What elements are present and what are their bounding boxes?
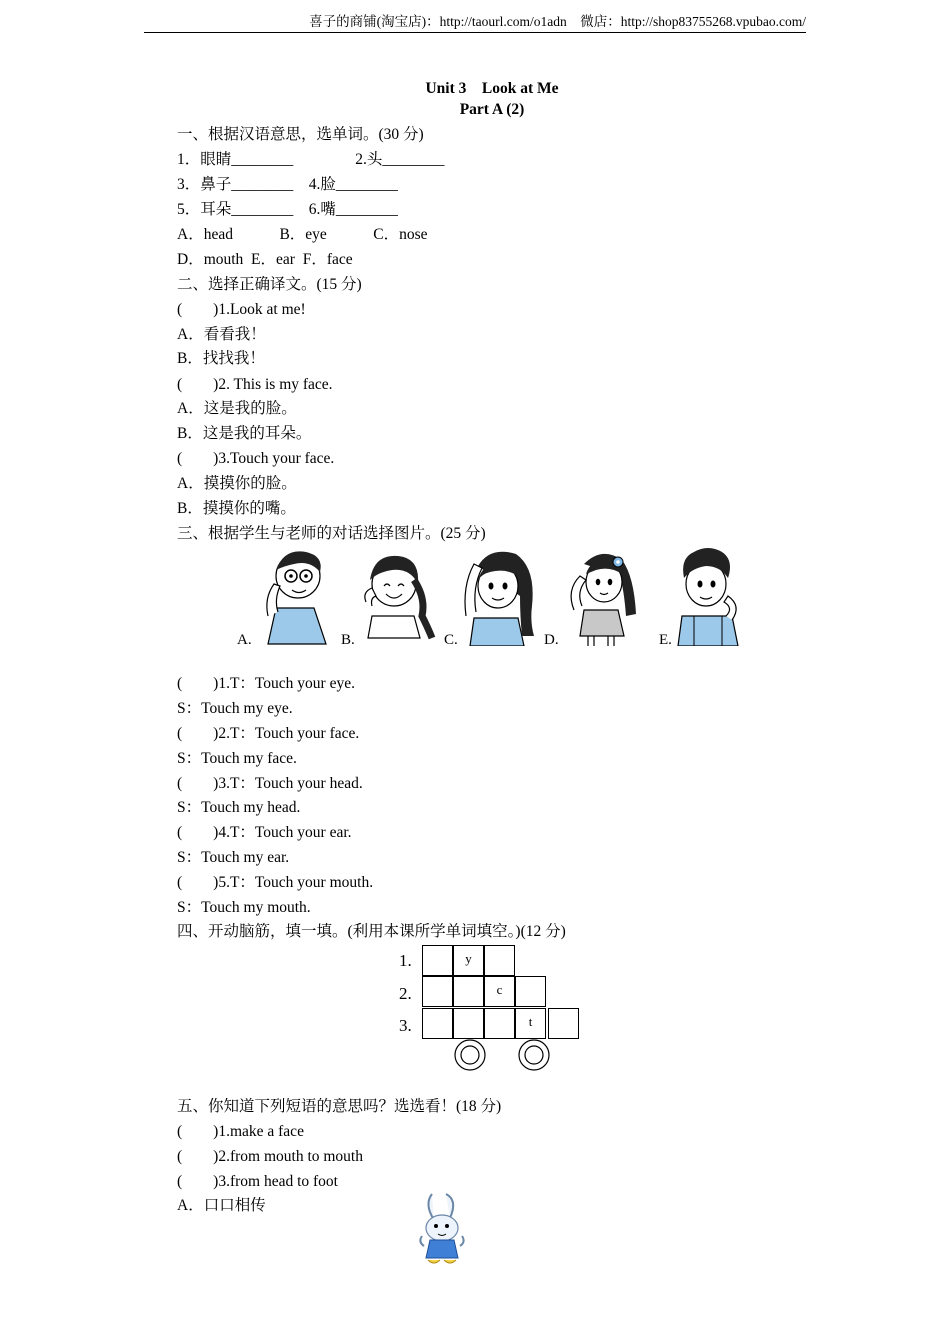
section-5-heading: 五、你知道下列短语的意思吗？选选看！(18 分)	[177, 1098, 502, 1115]
picture-label-d: D.	[544, 632, 559, 648]
section-3-line: ( )4.T：Touch your ear.	[177, 824, 352, 841]
puzzle-wheels	[450, 1038, 560, 1072]
puzzle-cell-letter: t	[515, 1008, 546, 1039]
picture-label-b: B.	[341, 632, 355, 648]
section-5-line: ( )1.make a face	[177, 1123, 304, 1140]
puzzle-cell-letter: c	[484, 976, 515, 1007]
section-5-option: A．口口相传	[177, 1197, 266, 1214]
section-1-heading: 一、根据汉语意思，选单词。(30 分)	[177, 126, 424, 143]
puzzle-row-number: 3.	[399, 1016, 412, 1035]
section-2-line: ( )2. This is my face.	[177, 376, 333, 393]
section-3-line: ( )5.T：Touch your mouth.	[177, 874, 374, 891]
section-3-line: S：Touch my mouth.	[177, 899, 311, 916]
section-2-line: B．这是我的耳朵。	[177, 425, 312, 442]
section-2-line: ( )1.Look at me!	[177, 301, 306, 318]
puzzle-cell[interactable]	[515, 976, 546, 1007]
girl-with-flower-illustration	[562, 546, 644, 646]
rabbit-illustration	[414, 1190, 474, 1270]
section-2-line: B．摸摸你的嘴。	[177, 500, 296, 517]
page-title: Unit 3 Look at Me	[425, 80, 559, 97]
section-3-line: S：Touch my eye.	[177, 700, 293, 717]
curly-haired-boy-illustration	[670, 546, 752, 646]
section-2-line: B．找找我！	[177, 350, 265, 367]
picture-label-a: A.	[237, 632, 252, 648]
section-5-line: ( )2.from mouth to mouth	[177, 1148, 363, 1165]
puzzle-cell[interactable]	[422, 976, 453, 1007]
section-2-line: A．看看我！	[177, 326, 266, 343]
puzzle-cell[interactable]	[484, 1008, 515, 1039]
girl-touching-head-illustration	[460, 546, 542, 646]
section-3-line: S：Touch my face.	[177, 750, 297, 767]
section-1-line: 1．眼睛________ 2.头________	[177, 151, 445, 168]
section-1-options: A．head B．eye C．nose	[177, 226, 428, 243]
puzzle-cell[interactable]	[422, 1008, 453, 1039]
section-3-line: S：Touch my head.	[177, 799, 301, 816]
section-3-line: ( )3.T：Touch your head.	[177, 775, 363, 792]
puzzle-cell[interactable]	[453, 1008, 484, 1039]
section-3-heading: 三、根据学生与老师的对话选择图片。(25 分)	[177, 525, 486, 542]
page-header: 喜子的商铺(淘宝店)：http://taourl.com/o1adn 微店：http://shop83755268.vpubao.com/	[144, 10, 806, 33]
section-3-line: ( )1.T：Touch your eye.	[177, 675, 355, 692]
section-1-line: 5．耳朵________ 6.嘴________	[177, 201, 398, 218]
puzzle-cell[interactable]	[484, 945, 515, 976]
section-2-heading: 二、选择正确译文。(15 分)	[177, 276, 362, 293]
section-3-line: S：Touch my ear.	[177, 849, 290, 866]
page-subtitle: Part A (2)	[459, 101, 525, 118]
smiling-girl-with-braid-illustration	[356, 546, 438, 646]
puzzle-cell[interactable]	[453, 976, 484, 1007]
section-2-line: A．摸摸你的脸。	[177, 475, 297, 492]
section-1-line: 3．鼻子________ 4.脸________	[177, 176, 398, 193]
section-1-options: D．mouth E．ear F．face	[177, 251, 353, 268]
picture-label-e: E.	[659, 632, 672, 648]
section-2-line: ( )3.Touch your face.	[177, 450, 335, 467]
puzzle-row-number: 1.	[399, 951, 412, 970]
puzzle-cell[interactable]	[422, 945, 453, 976]
section-4-heading: 四、开动脑筋，填一填。(利用本课所学单词填空。)(12 分)	[177, 923, 566, 940]
puzzle-cell[interactable]	[548, 1008, 579, 1039]
puzzle-row-number: 2.	[399, 984, 412, 1003]
section-3-line: ( )2.T：Touch your face.	[177, 725, 360, 742]
boy-with-glasses-illustration	[254, 546, 336, 646]
picture-label-c: C.	[444, 632, 458, 648]
section-5-line: ( )3.from head to foot	[177, 1173, 338, 1190]
puzzle-cell-letter: y	[453, 945, 484, 976]
section-2-line: A．这是我的脸。	[177, 400, 297, 417]
